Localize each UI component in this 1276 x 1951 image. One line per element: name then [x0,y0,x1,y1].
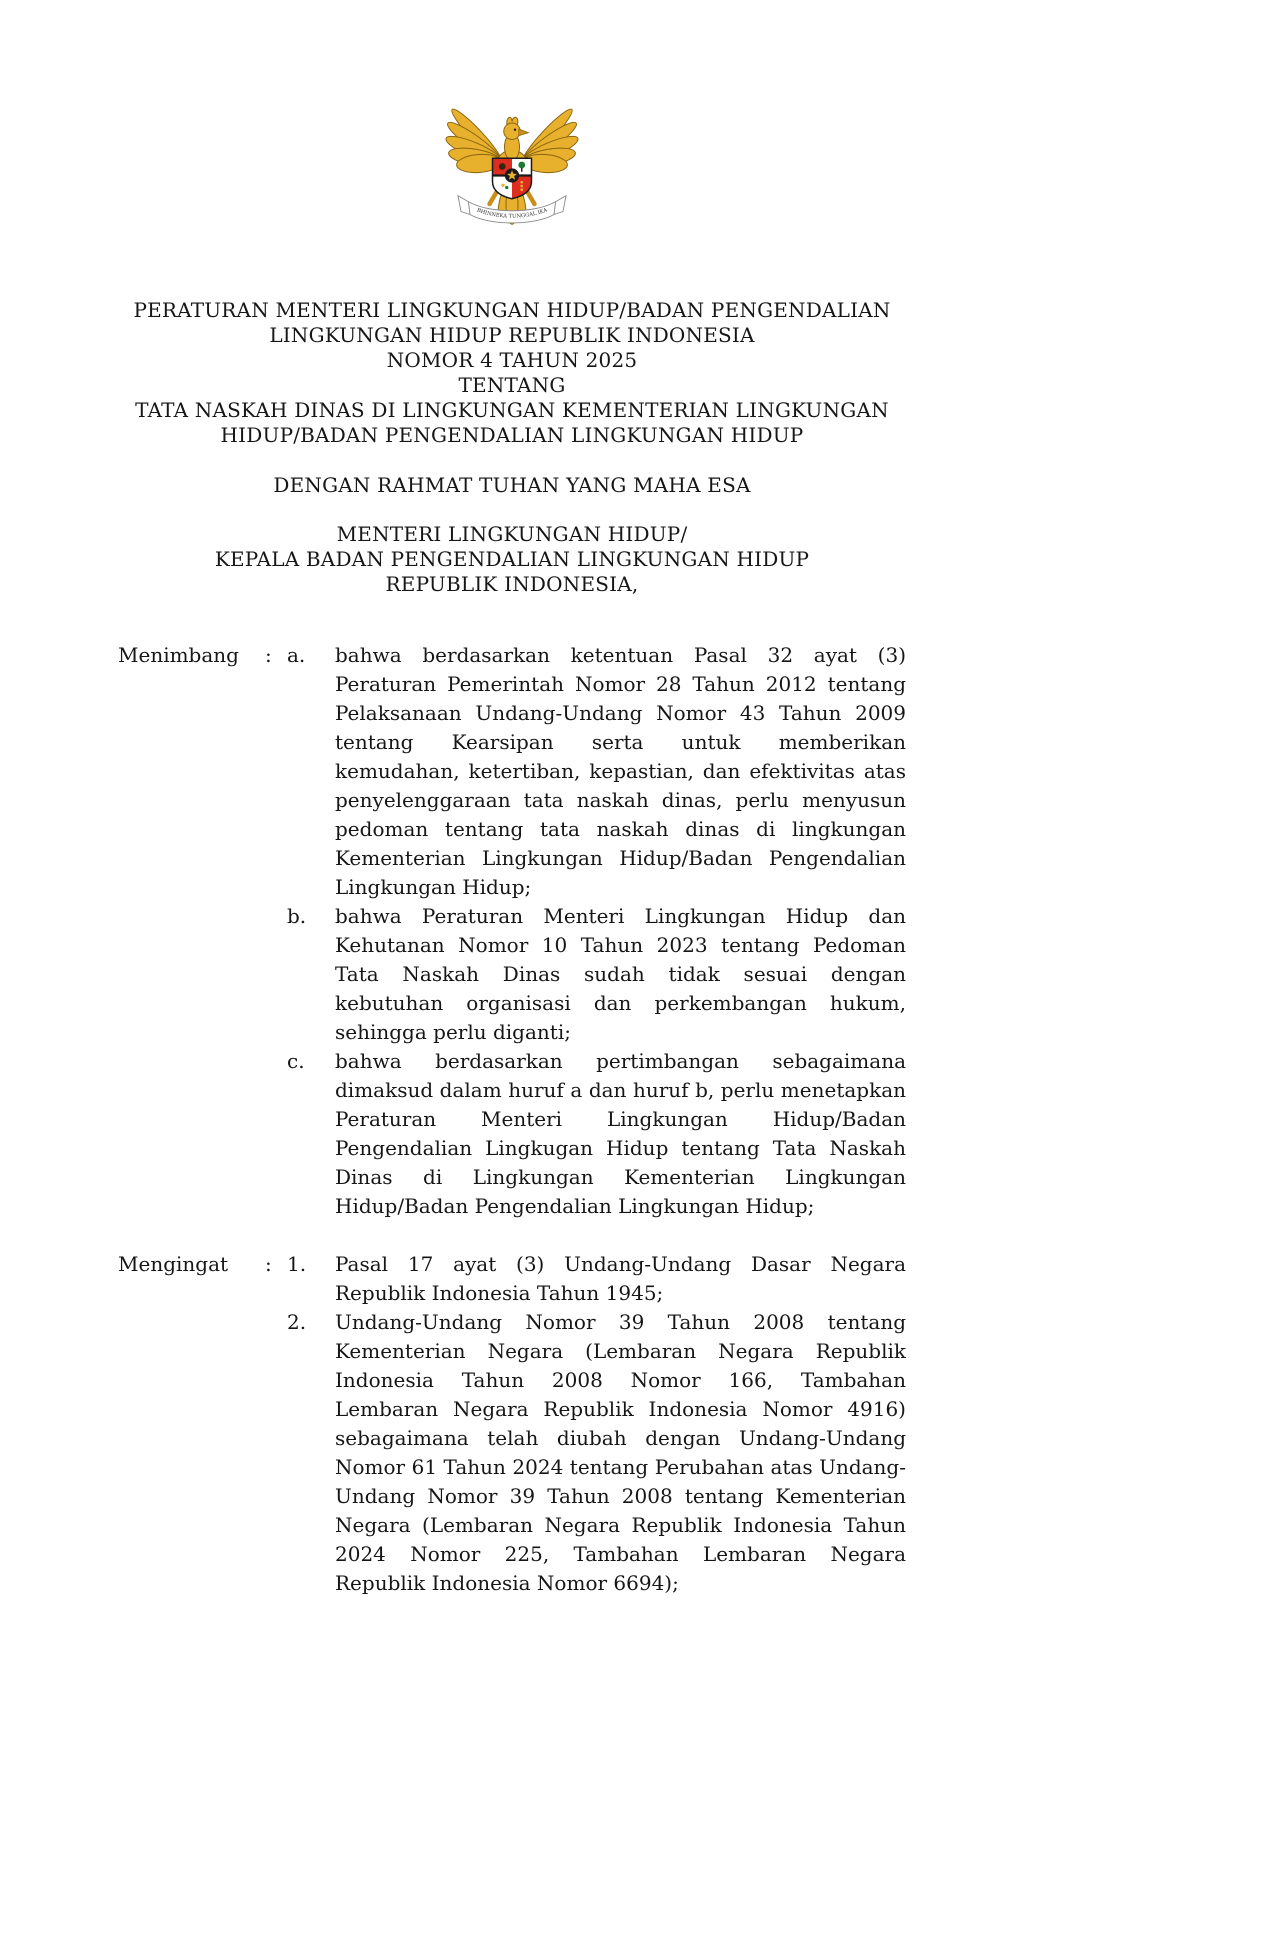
pancasila-shield [493,158,532,199]
chain-emblem [520,181,523,184]
title-line-1: PERATURAN MENTERI LINGKUNGAN HIDUP/BADAN PENGENDALIAN [133,298,891,322]
item-marker: 1. [287,1252,307,1276]
authority-line-2: KEPALA BADAN PENGENDALIAN LINGKUNGAN HIDUP [214,547,810,571]
authority-title [118,522,906,597]
item-marker: b. [287,904,307,928]
garuda-svg [437,84,587,234]
item-marker: c. [287,1049,305,1073]
section-colon: : [265,643,272,667]
title-line-4: TENTANG [458,373,566,397]
legal-basis-item-2 [287,1308,906,1598]
item-marker: 2. [287,1310,307,1334]
document-content [118,0,906,1598]
item-text: bahwa berdasarkan pertimbangan sebagaimana dimaksud dalam huruf a dan huruf b, perlu menetapkan Peraturan Menteri Lingkungan Hidup/Badan Pengendalian Lingkugan Hidup tentang Tata Naskah Dinas di Lingkungan Kementerian Lingkungan Hidup/Badan Pengendalian Lingkungan Hidup; [335,1049,906,1218]
consideration-item-b [287,902,906,1047]
legal-basis-item-1 [287,1250,906,1308]
title-line-2: LINGKUNGAN HIDUP REPUBLIK INDONESIA [269,323,755,347]
section-mengingat [118,1250,906,1598]
section-label-menimbang: Menimbang [118,643,239,667]
section-label-mengingat: Mengingat [118,1252,229,1276]
head [504,123,521,140]
invocation-line: DENGAN RAHMAT TUHAN YANG MAHA ESA [273,473,751,497]
consideration-item-c [287,1047,906,1221]
rice-cotton-emblem [501,184,504,187]
authority-line-3: REPUBLIK INDONESIA, [385,572,639,596]
title-line-6: HIDUP/BADAN PENGENDALIAN LINGKUNGAN HIDUP [220,423,804,447]
eye [514,129,516,131]
garuda-pancasila-emblem [437,84,587,234]
section-colon: : [265,1252,272,1276]
beak [519,129,529,136]
menimbang-items [287,641,906,1221]
bull-head-emblem [499,163,506,170]
motto-text: BHINNEKA TUNGGAL IKA [475,207,549,220]
document-title [118,298,906,448]
item-text: bahwa Peraturan Menteri Lingkungan Hidup dan Kehutanan Nomor 10 Tahun 2023 tentang Pedoman Tata Naskah Dinas sudah tidak sesuai dengan kebutuhan organisasi dan perkembangan hukum, sehingga perlu diganti; [335,904,906,1044]
item-marker: a. [287,643,306,667]
authority-line-1: MENTERI LINGKUNGAN HIDUP/ [336,522,688,546]
section-menimbang [118,641,906,1221]
item-text: Pasal 17 ayat (3) Undang-Undang Dasar Negara Republik Indonesia Tahun 1945; [335,1252,906,1305]
consideration-item-a [287,641,906,902]
title-line-3: NOMOR 4 TAHUN 2025 [386,348,638,372]
item-text: Undang-Undang Nomor 39 Tahun 2008 tentang Kementerian Negara (Lembaran Negara Republik Indonesia Tahun 2008 Nomor 166, Tambahan Lembaran Negara Republik Indonesia Nomor 4916) sebagaimana telah diubah dengan Undang-Undang Nomor 61 Tahun 2024 tentang Perubahan atas Undang-Undang Nomor 39 Tahun 2008 tentang Kementerian Negara (Lembaran Negara Republik Indonesia Tahun 2024 Nomor 225, Tambahan Lembaran Negara Republik Indonesia Nomor 6694); [335,1310,906,1595]
title-line-5: TATA NASKAH DINAS DI LINGKUNGAN KEMENTERIAN LINGKUNGAN [135,398,889,422]
banyan-tree-emblem [518,162,525,169]
item-text: bahwa berdasarkan ketentuan Pasal 32 ayat (3) Peraturan Pemerintah Nomor 28 Tahun 2012 tentang Pelaksanaan Undang-Undang Nomor 43 Tahun 2009 tentang Kearsipan serta untuk memberikan kemudahan, ketertiban, kepastian, dan efektivitas atas penyelenggaraan tata naskah dinas, perlu menyusun pedoman tentang tata naskah dinas di lingkungan Kementerian Lingkungan Hidup/Badan Pengendalian Lingkungan Hidup; [335,643,906,899]
mengingat-items [287,1250,906,1598]
